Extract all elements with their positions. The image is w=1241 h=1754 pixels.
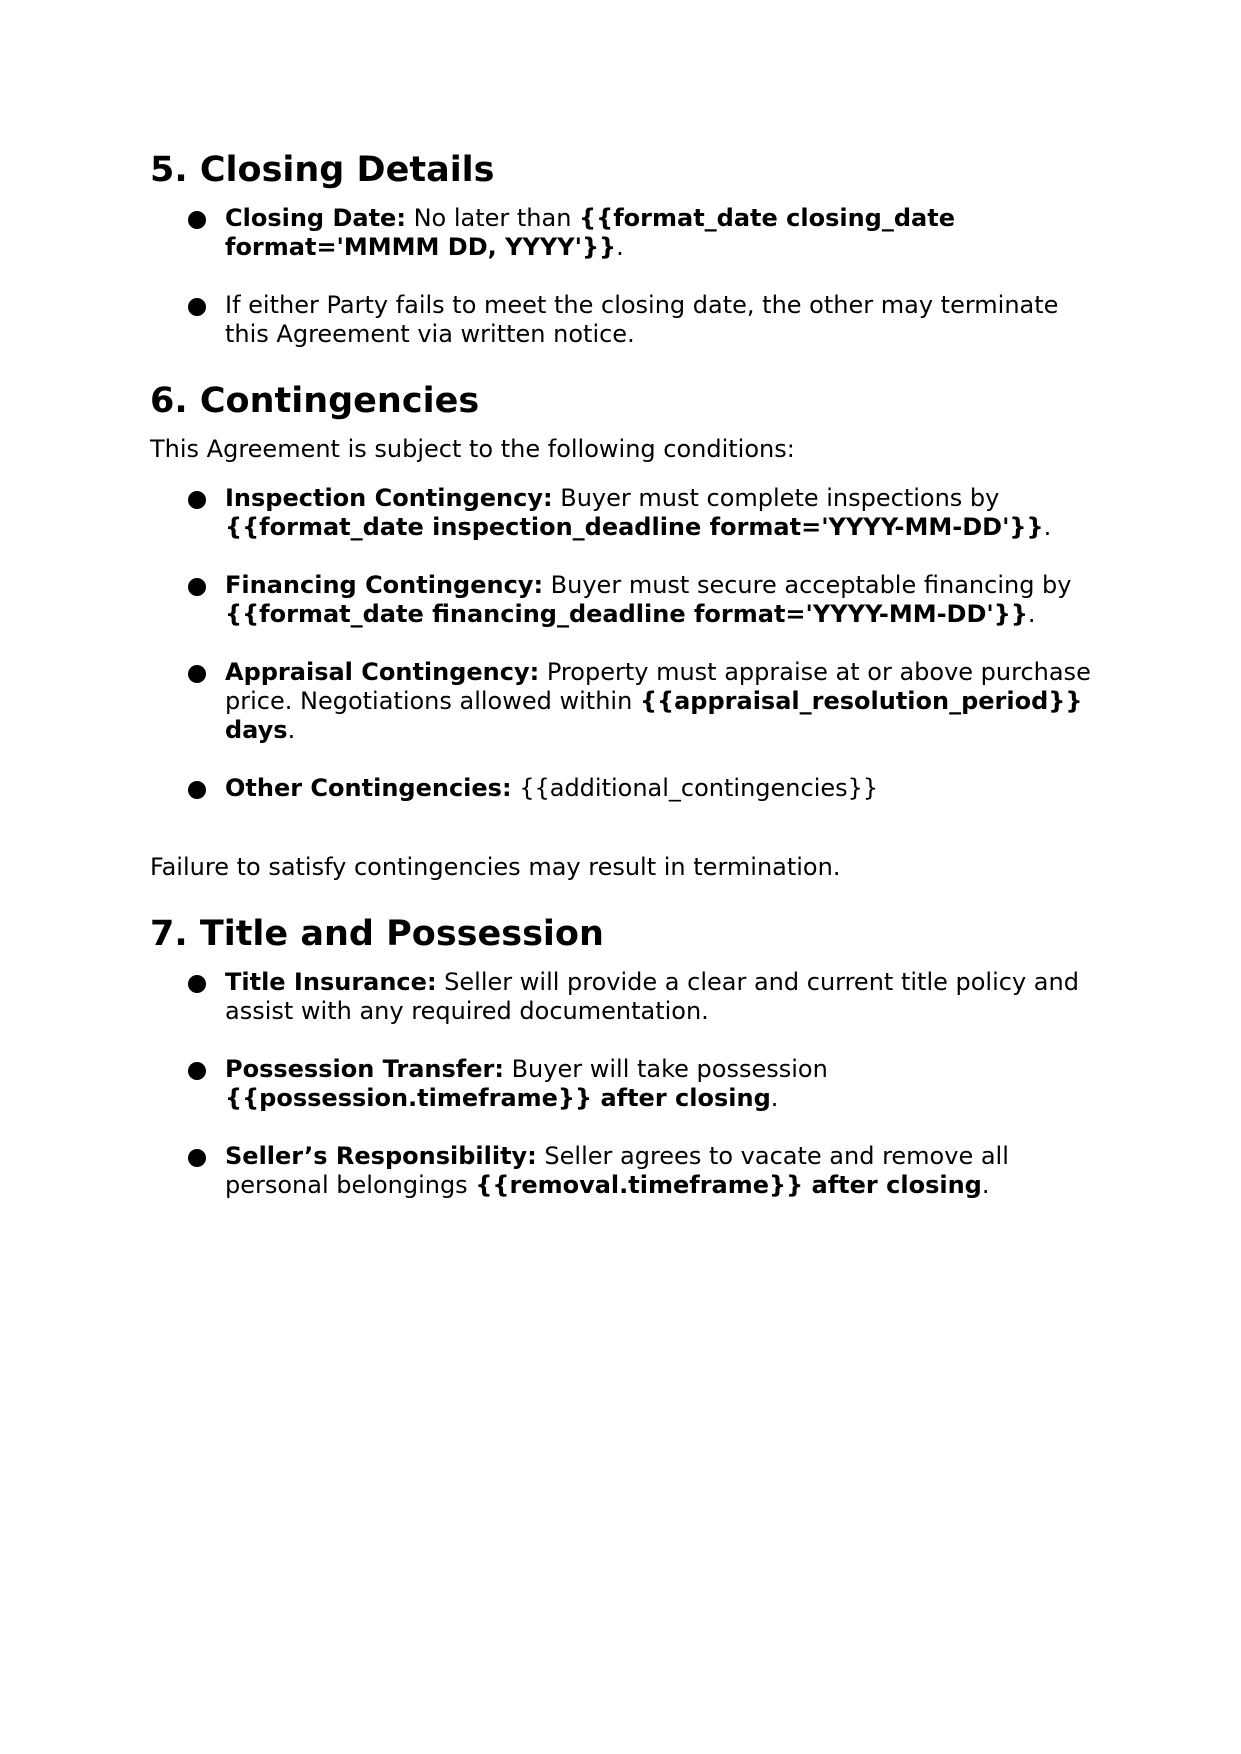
item-tail: . [981, 1171, 990, 1199]
bullet-icon [188, 665, 206, 683]
item-text: Seller agrees to vacate and remove all personal belongings [225, 1142, 1009, 1199]
item-label: Possession Transfer: [225, 1055, 504, 1083]
bullet-icon [188, 781, 206, 799]
item-tail: . [1027, 600, 1036, 628]
section-heading-contingencies: 6. Contingencies [150, 381, 480, 421]
closing-details-list [150, 204, 1100, 349]
bullet-icon [188, 298, 206, 316]
item-text: If either Party fails to meet the closing date, the other may terminate this Agreement via written notice. [225, 291, 1059, 348]
item-text: Seller will provide a clear and current title policy and assist with any required documentation. [225, 968, 1079, 1025]
item-label: Title Insurance: [225, 968, 437, 996]
bullet-icon [188, 578, 206, 596]
list-item [150, 1055, 1100, 1113]
item-placeholder: {{format_date closing_date format='MMMM DD, YYYY'}} [225, 204, 955, 261]
item-label: Other Contingencies: [225, 774, 512, 802]
list-item [150, 571, 1100, 629]
list-item [150, 1142, 1100, 1200]
item-text: Buyer must secure acceptable financing by [543, 571, 1072, 599]
item-tail: . [287, 716, 296, 744]
item-text: Property must appraise at or above purchase price. Negotiations allowed within [225, 658, 1091, 715]
item-label: Financing Contingency: [225, 571, 544, 599]
list-item [150, 968, 1100, 1026]
item-placeholder: {{possession.timeframe}} after closing [225, 1084, 771, 1112]
list-item [150, 774, 1100, 803]
title-possession-list [150, 968, 1100, 1200]
item-tail: . [770, 1084, 779, 1112]
item-label: Appraisal Contingency: [225, 658, 540, 686]
item-label: Seller’s Responsibility: [225, 1142, 537, 1170]
section-heading-closing-details: 5. Closing Details [150, 150, 495, 190]
item-text: {{additional_contingencies}} [511, 774, 879, 802]
contingencies-footer: Failure to satisfy contingencies may result in termination. [150, 853, 841, 881]
list-item [150, 484, 1100, 542]
item-tail: . [1043, 513, 1052, 541]
bullet-icon [188, 1062, 206, 1080]
item-text: Buyer must complete inspections by [552, 484, 1000, 512]
bullet-icon [188, 1149, 206, 1167]
item-placeholder: {{removal.timeframe}} after closing [475, 1171, 982, 1199]
list-item [150, 291, 1100, 349]
item-placeholder: {{appraisal_resolution_period}} days [225, 687, 1083, 744]
bullet-icon [188, 491, 206, 509]
item-placeholder: {{format_date financing_deadline format='YYYY-MM-DD'}} [225, 600, 1028, 628]
section-heading-title-possession: 7. Title and Possession [150, 914, 604, 954]
item-placeholder: {{format_date inspection_deadline format='YYYY-MM-DD'}} [225, 513, 1044, 541]
item-tail: . [616, 233, 624, 261]
item-text: No later than [405, 204, 580, 232]
item-label: Inspection Contingency: [225, 484, 553, 512]
contingencies-list [150, 484, 1100, 803]
list-item [150, 658, 1100, 745]
bullet-icon [188, 211, 206, 229]
list-item [150, 204, 1100, 262]
contingencies-intro: This Agreement is subject to the following conditions: [150, 435, 795, 463]
document-page [150, 148, 1100, 1200]
item-label: Closing Date: [225, 204, 406, 232]
item-text: Buyer will take possession [503, 1055, 828, 1083]
bullet-icon [188, 975, 206, 993]
